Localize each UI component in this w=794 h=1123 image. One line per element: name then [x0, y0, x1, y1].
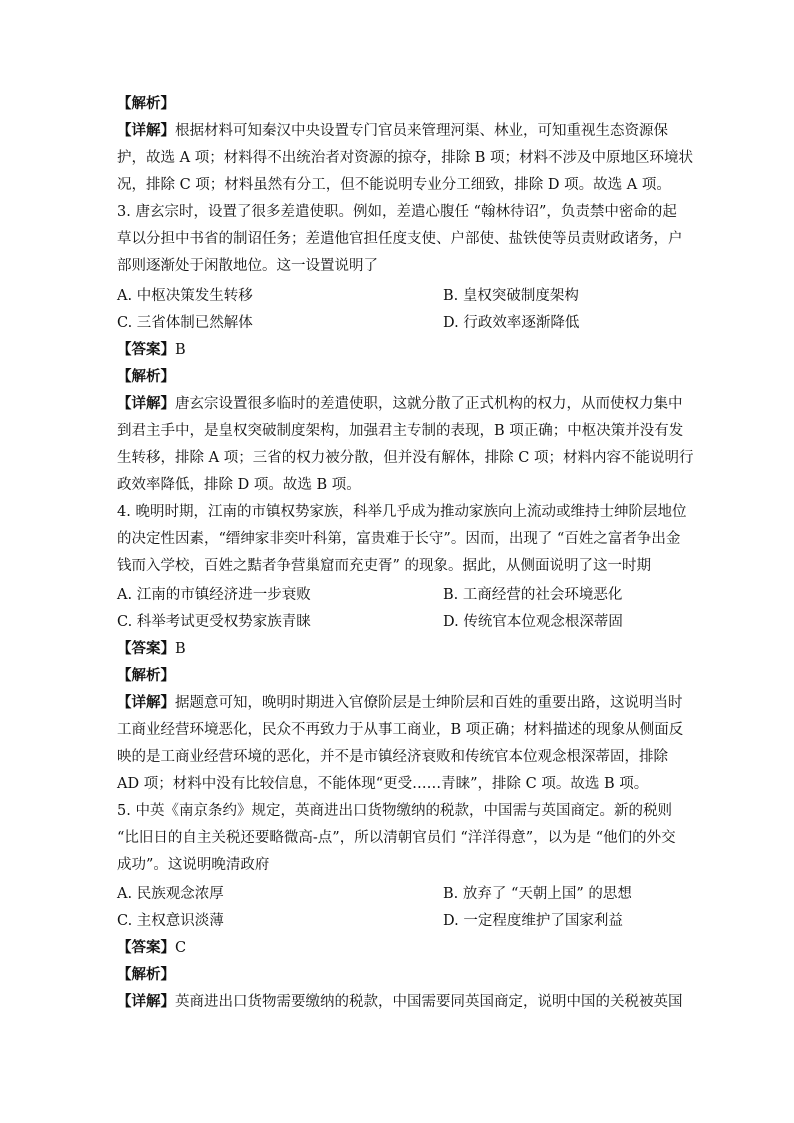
- detail-text: 据题意可知，晚明时期进入官僚阶层是士绅阶层和百姓的重要出路，这说明当时: [175, 695, 683, 711]
- option-b: B. 工商经营的社会环境恶化: [443, 587, 623, 603]
- answer-value: B: [175, 641, 186, 657]
- detail-paragraph-line: AD 项；材料中没有比较信息，不能体现“更受……青睐”，排除 C 项。故选 B 项。: [117, 776, 649, 792]
- option-a: A. 中枢决策发生转移: [117, 288, 253, 304]
- detail-label: 【详解】: [117, 395, 175, 412]
- detail-label: 【详解】: [117, 993, 175, 1010]
- detail-paragraph-line: [117, 121, 668, 141]
- detail-paragraph-line: 政效率降低，排除 D 项。故选 B 项。: [117, 477, 361, 493]
- answer-line: [117, 639, 186, 659]
- question-stem-line: 4. 晚明时期，江南的市镇权势家族，科举几乎成为推动家族向上流动或维持士绅阶层地位: [117, 504, 687, 520]
- detail-label: 【详解】: [117, 694, 175, 711]
- question-stem-line: 钱而入学校，百姓之黠者争营巢窟而充吏胥” 的现象。据此，从侧面说明了这一时期: [117, 558, 652, 574]
- detail-paragraph-line: [117, 693, 683, 713]
- detail-paragraph-line: [117, 992, 683, 1012]
- detail-text: 唐玄宗设置很多临时的差遣使职，这就分散了正式机构的权力，从而使权力集中: [175, 396, 683, 412]
- option-d: D. 传统官本位观念根深蒂固: [443, 614, 623, 630]
- question-stem-line: 成功”。这说明晚清政府: [117, 857, 270, 873]
- detail-text: 英商进出口货物需要缴纳的税款，中国需要同英国商定，说明中国的关税被英国: [175, 994, 683, 1010]
- detail-text: 根据材料可知秦汉中央设置专门官员来管理河渠、林业，可知重视生态资源保: [175, 123, 668, 139]
- question-stem-line: 草以分担中书省的制诏任务；差遣他官担任度支使、户部使、盐铁使等员责财政诸务，户: [117, 231, 683, 247]
- detail-paragraph-line: 工商业经营环境恶化，民众不再致力于从事工商业，B 项正确；材料描述的现象从侧面反: [117, 722, 684, 738]
- question-stem-line: 3. 唐玄宗时，设置了很多差遣使职。例如，差遣心腹任 “翰林待诏”，负责禁中密命的起: [117, 204, 677, 220]
- detail-paragraph-line: 映的是工商业经营环境的恶化，并不是市镇经济衰败和传统官本位观念根深蒂固，排除: [117, 749, 668, 765]
- analysis-label: 【解析】: [117, 368, 175, 385]
- question-stem-line: 5. 中英《南京条约》规定，英商进出口货物缴纳的税款，中国需与英国商定。新的税则: [117, 803, 672, 819]
- question-stem-line: 的决定性因素，“缙绅家非奕叶科第，富贵难于长守”。因而，出现了 “百姓之富者争出金: [117, 531, 681, 547]
- answer-label: 【答案】: [117, 341, 175, 358]
- detail-label: 【详解】: [117, 122, 175, 139]
- option-c: C. 三省体制已然解体: [117, 315, 253, 331]
- option-d: D. 行政效率逐渐降低: [443, 315, 580, 331]
- analysis-label: 【解析】: [117, 667, 175, 684]
- detail-paragraph-line: 生转移，排除 A 项；三省的权力被分散，但并没有解体，排除 C 项；材料内容不能说明行: [117, 450, 694, 466]
- option-a: A. 江南的市镇经济进一步衰败: [117, 587, 311, 603]
- answer-line: [117, 340, 186, 360]
- analysis-label: 【解析】: [117, 966, 175, 983]
- question-stem-line: “比旧日的自主关税还要略微高-点”，所以清朝官员们 “洋洋得意”，以为是 “他们的外交: [117, 830, 676, 846]
- detail-paragraph-line: 到君主手中，是皇权突破制度架构，加强君主专制的表现，B 项正确；中枢决策并没有发: [117, 423, 684, 439]
- answer-label: 【答案】: [117, 939, 175, 956]
- analysis-label: 【解析】: [117, 95, 175, 112]
- question-stem-line: 部则逐渐处于闲散地位。这一设置说明了: [117, 258, 378, 274]
- option-a: A. 民族观念浓厚: [117, 886, 224, 902]
- option-c: C. 主权意识淡薄: [117, 913, 224, 929]
- option-c: C. 科举考试更受权势家族青睐: [117, 614, 311, 630]
- answer-value: B: [175, 342, 186, 358]
- option-d: D. 一定程度维护了国家利益: [443, 913, 623, 929]
- option-b: B. 皇权突破制度架构: [443, 288, 579, 304]
- detail-paragraph-line: [117, 394, 683, 414]
- detail-paragraph-line: 护，故选 A 项；材料得不出统治者对资源的掠夺，排除 B 项；材料不涉及中原地区环境状: [117, 150, 694, 166]
- answer-line: [117, 938, 186, 958]
- detail-paragraph-line: 况，排除 C 项；材料虽然有分工，但不能说明专业分工细致，排除 D 项。故选 A 项。: [117, 177, 671, 193]
- answer-value: C: [175, 940, 187, 956]
- answer-label: 【答案】: [117, 640, 175, 657]
- option-b: B. 放弃了 “天朝上国” 的思想: [443, 886, 632, 902]
